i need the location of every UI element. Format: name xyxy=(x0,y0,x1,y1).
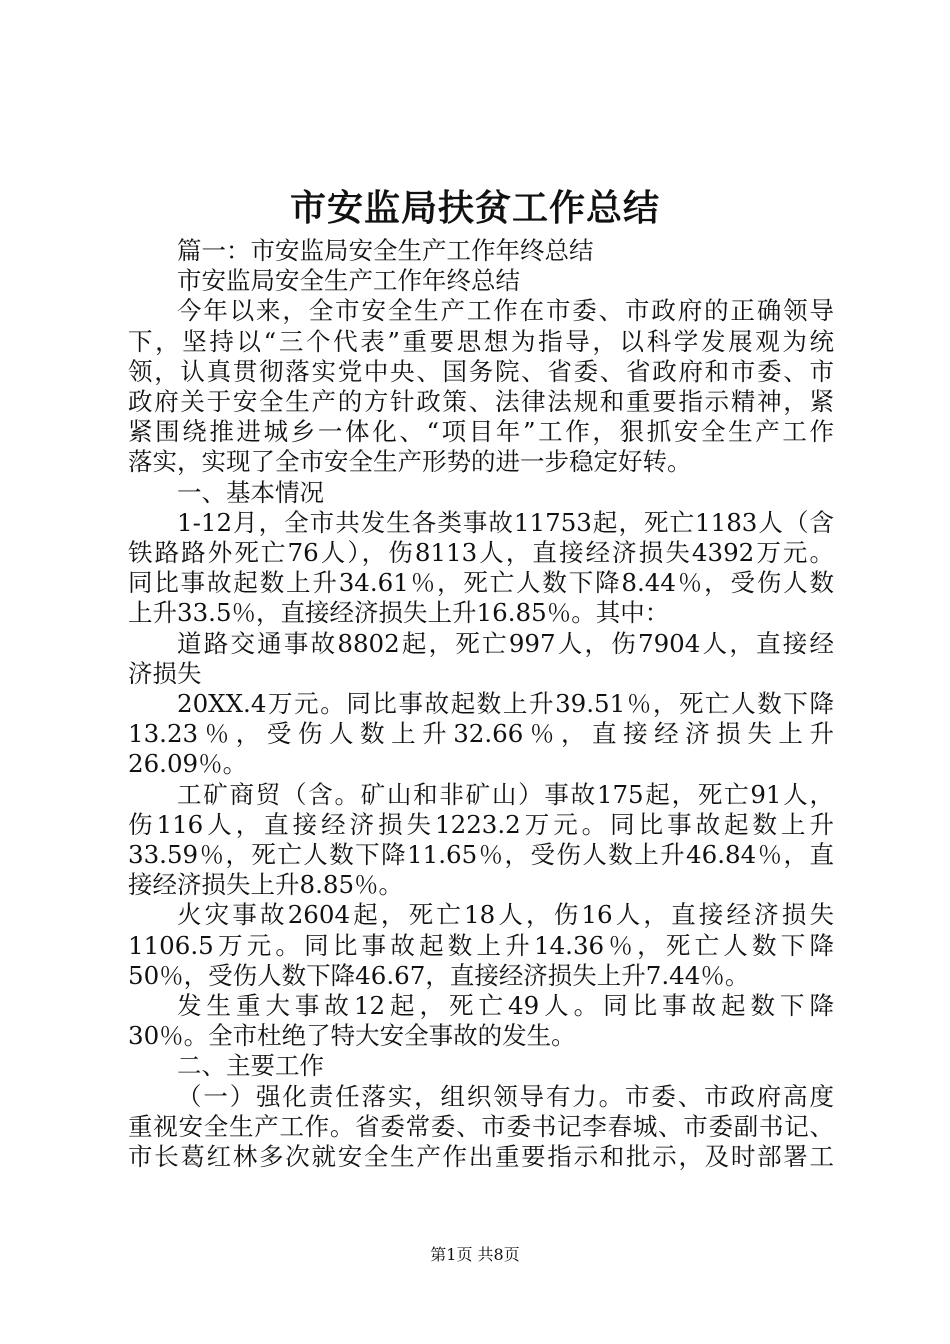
body-line: 火灾事故2604起，死亡18人，伤16人，直接经济损失 xyxy=(177,900,834,930)
body-line: 重视安全生产工作。省委常委、市委书记李春城、市委副书记、 xyxy=(128,1111,834,1141)
body-line: 伤116人，直接经济损失1223.2万元。同比事故起数上升 xyxy=(128,809,834,839)
page-footer: 第1页 共8页 xyxy=(430,1245,520,1264)
body-line: 二、主要工作 xyxy=(177,1051,324,1081)
body-line: 一、基本情况 xyxy=(177,477,324,507)
body-line: 紧围绕推进城乡一体化、“项目年”工作，狠抓安全生产工作 xyxy=(128,417,834,447)
body-line: 济损失 xyxy=(128,658,202,688)
body-line: 20XX.4万元。同比事故起数上升39.51％，死亡人数下降 xyxy=(177,689,834,719)
body-line: 道路交通事故8802起，死亡997人，伤7904人，直接经 xyxy=(177,628,834,658)
body-line: 30％。全市杜绝了特大安全事故的发生。 xyxy=(128,1021,576,1051)
body-line: 今年以来，全市安全生产工作在市委、市政府的正确领导 xyxy=(177,296,834,326)
body-line: 33.59％，死亡人数下降11.65％，受伤人数上升46.84％，直 xyxy=(128,840,834,870)
body-line: 市长葛红林多次就安全生产作出重要指示和批示，及时部署工 xyxy=(128,1142,834,1172)
body-line: 26.09％。 xyxy=(128,749,248,779)
body-line: 铁路路外死亡76人），伤8113人，直接经济损失4392万元。 xyxy=(128,538,834,568)
body-line: 50％，受伤人数下降46.67，直接经济损失上升7.44％。 xyxy=(128,960,750,990)
body-line: （一）强化责任落实，组织领导有力。市委、市政府高度 xyxy=(177,1081,834,1111)
document-title: 市安监局扶贫工作总结 xyxy=(289,187,660,229)
body-line: 市安监局安全生产工作年终总结 xyxy=(177,266,520,296)
body-line: 接经济损失上升8.85％。 xyxy=(128,870,404,900)
body-line: 工矿商贸（含。矿山和非矿山）事故175起，死亡91人， xyxy=(177,779,834,809)
body-line: 政府关于安全生产的方针政策、法律法规和重要指示精神，紧 xyxy=(128,387,834,417)
body-line: 上升33.5％，直接经济损失上升16.85％。其中： xyxy=(128,598,670,628)
body-line: 发生重大事故12起，死亡49人。同比事故起数下降 xyxy=(177,991,834,1021)
body-line: 同比事故起数上升34.61％，死亡人数下降8.44％，受伤人数 xyxy=(128,568,834,598)
body-line: 领，认真贯彻落实党中央、国务院、省委、省政府和市委、市 xyxy=(128,356,834,386)
body-line: 下，坚持以“三个代表”重要思想为指导，以科学发展观为统 xyxy=(128,326,834,356)
body-line: 落实，实现了全市安全生产形势的进一步稳定好转。 xyxy=(128,447,692,477)
document-body xyxy=(128,236,834,1172)
body-line: 1-12月，全市共发生各类事故11753起，死亡1183人（含 xyxy=(177,507,834,537)
body-line: 13.23％，受伤人数上升32.66％，直接经济损失上升 xyxy=(128,719,834,749)
body-line: 篇一：市安监局安全生产工作年终总结 xyxy=(177,236,594,265)
body-line: 1106.5万元。同比事故起数上升14.36％，死亡人数下降 xyxy=(128,930,834,960)
